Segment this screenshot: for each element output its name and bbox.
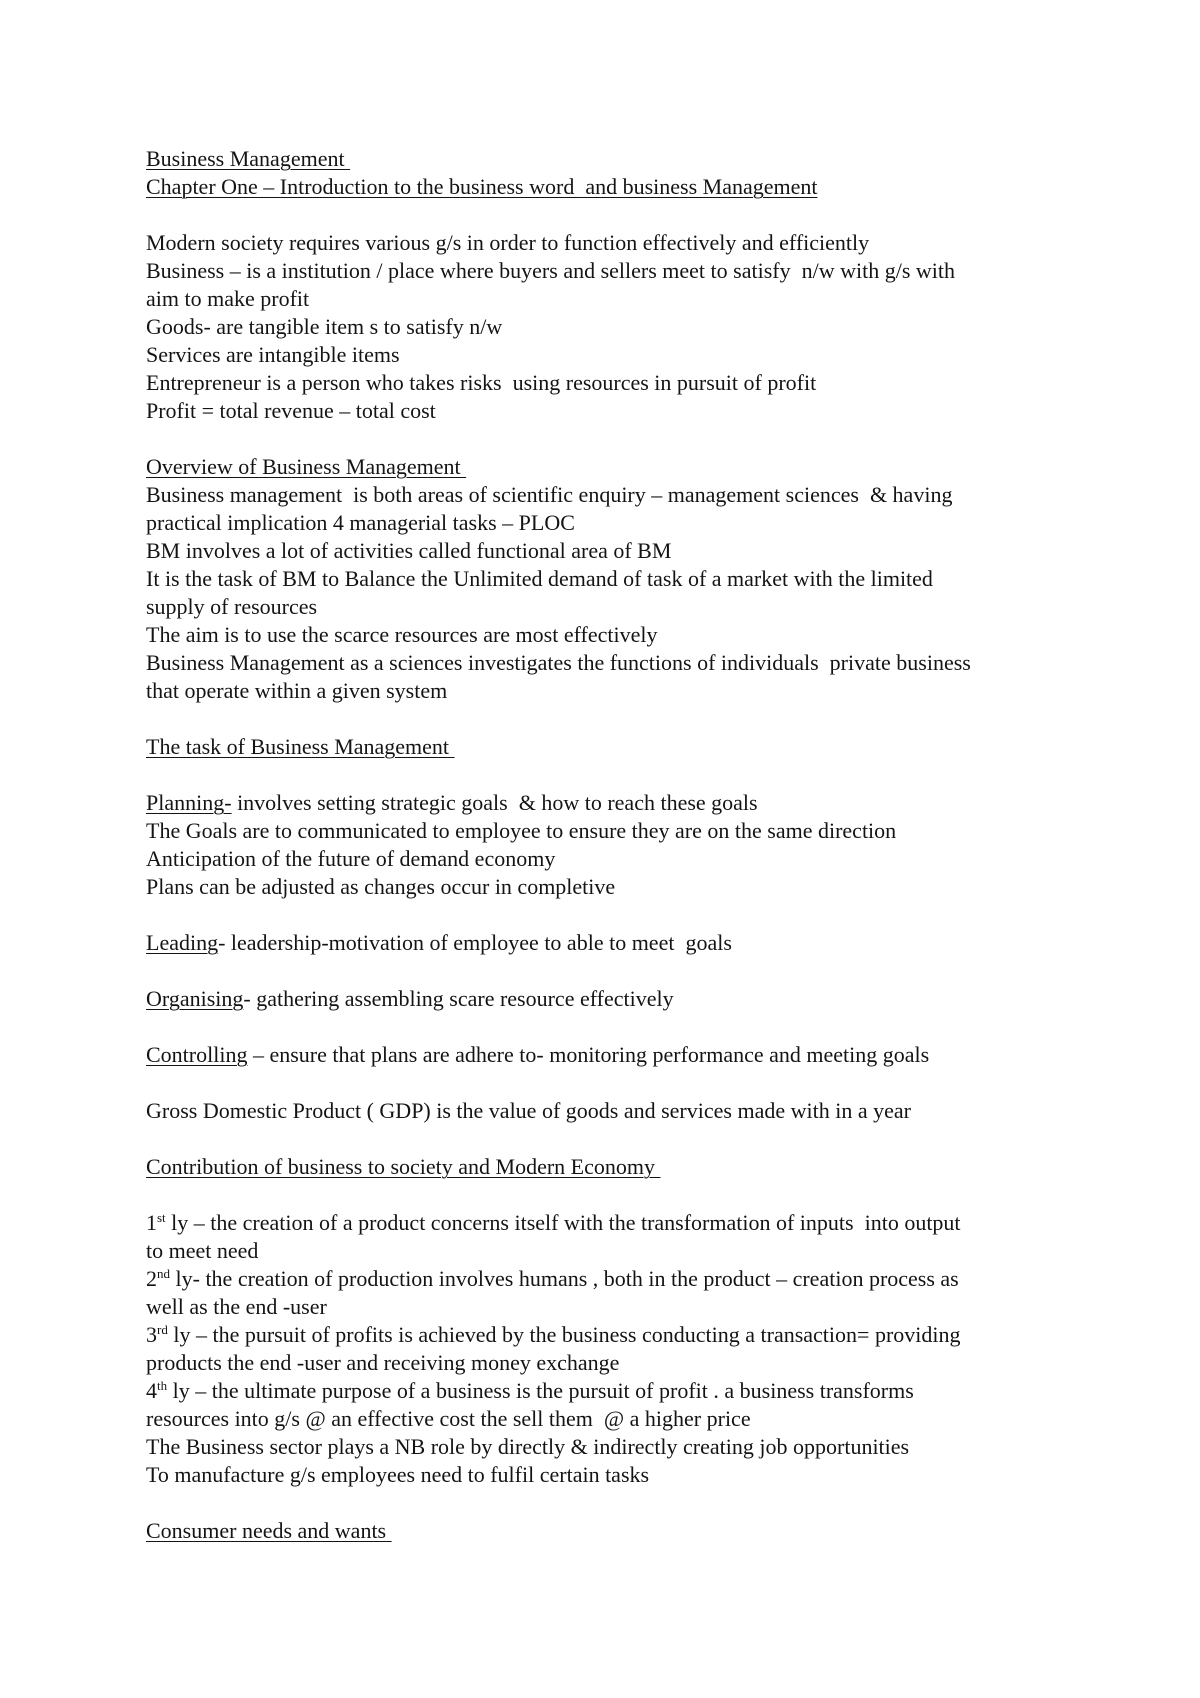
document-title [146, 145, 1066, 173]
intro-line: Entrepreneur is a person who takes risks using resources in pursuit of profit [146, 370, 817, 395]
blank-line [146, 425, 1066, 453]
point-line [146, 1321, 1066, 1349]
blank-line [146, 705, 1066, 733]
controlling-line [146, 1041, 1066, 1069]
blank-line [146, 201, 1066, 229]
point-continuation: products the end -user and receiving money exchange [146, 1350, 620, 1375]
document-body [146, 145, 1066, 1545]
overview-line: Business Management as a sciences investigates the functions of individuals private business [146, 650, 971, 675]
planning-detail: Anticipation of the future of demand economy [146, 846, 556, 871]
task-heading [146, 733, 1066, 761]
closing-line: The Business sector plays a NB role by directly & indirectly creating job opportunities [146, 1434, 910, 1459]
point-line [146, 1377, 1066, 1405]
planning-detail: The Goals are to communicated to employee to ensure they are on the same direction [146, 818, 897, 843]
point-ordinal: th [157, 1378, 168, 1393]
blank-line [146, 1125, 1066, 1153]
blank-line [146, 1181, 1066, 1209]
blank-line [146, 1069, 1066, 1097]
intro-line: Services are intangible items [146, 342, 400, 367]
overview-line: practical implication 4 managerial tasks – PLOC [146, 510, 575, 535]
planning-term: Planning- [146, 790, 232, 815]
needs-heading [146, 1517, 1066, 1545]
overview-line: The aim is to use the scarce resources are most effectively [146, 622, 658, 647]
leading-line [146, 929, 1066, 957]
chapter-heading-text: Chapter One – Introduction to the business word and business Management [146, 174, 818, 199]
blank-line [146, 1013, 1066, 1041]
point-number: 1 [146, 1210, 157, 1235]
point-text: ly – the creation of a product concerns itself with the transformation of inputs into output [165, 1210, 961, 1235]
overview-line: Business management is both areas of scientific enquiry – management sciences & having [146, 482, 953, 507]
blank-line [146, 901, 1066, 929]
document-title-text: Business Management [146, 146, 351, 171]
overview-heading-text: Overview of Business Management [146, 454, 467, 479]
organising-term: Organising [146, 986, 244, 1011]
chapter-heading [146, 173, 1066, 201]
leading-text: - leadership-motivation of employee to able to meet goals [218, 930, 732, 955]
point-text: ly – the pursuit of profits is achieved by the business conducting a transaction= providing [167, 1322, 961, 1347]
point-number: 2 [146, 1266, 157, 1291]
point-text: ly- the creation of production involves humans , both in the product – creation process as [170, 1266, 959, 1291]
gdp-line: Gross Domestic Product ( GDP) is the value of goods and services made with in a year [146, 1098, 911, 1123]
task-heading-text: The task of Business Management [146, 734, 455, 759]
point-line [146, 1209, 1066, 1237]
overview-heading [146, 453, 1066, 481]
organising-line [146, 985, 1066, 1013]
overview-line: It is the task of BM to Balance the Unlimited demand of task of a market with the limited [146, 566, 933, 591]
intro-line: aim to make profit [146, 286, 310, 311]
blank-line [146, 957, 1066, 985]
intro-line: Business – is a institution / place where buyers and sellers meet to satisfy n/w with g/s with [146, 258, 955, 283]
overview-line: that operate within a given system [146, 678, 448, 703]
contribution-heading [146, 1153, 1066, 1181]
point-ordinal: st [157, 1210, 166, 1225]
point-text: ly – the ultimate purpose of a business is the pursuit of profit . a business transforms [167, 1378, 914, 1403]
leading-term: Leading [146, 930, 219, 955]
point-line [146, 1265, 1066, 1293]
point-ordinal: nd [157, 1266, 170, 1281]
point-continuation: to meet need [146, 1238, 259, 1263]
overview-line: BM involves a lot of activities called functional area of BM [146, 538, 672, 563]
intro-line: Profit = total revenue – total cost [146, 398, 436, 423]
controlling-term: Controlling [146, 1042, 248, 1067]
point-continuation: well as the end -user [146, 1294, 327, 1319]
overview-line: supply of resources [146, 594, 318, 619]
planning-detail: Plans can be adjusted as changes occur in completive [146, 874, 616, 899]
intro-line: Modern society requires various g/s in order to function effectively and efficiently [146, 230, 870, 255]
blank-line [146, 761, 1066, 789]
closing-line: To manufacture g/s employees need to fulfil certain tasks [146, 1462, 650, 1487]
controlling-text: – ensure that plans are adhere to- monitoring performance and meeting goals [247, 1042, 930, 1067]
blank-line [146, 1489, 1066, 1517]
planning-line [146, 789, 1066, 817]
intro-line: Goods- are tangible item s to satisfy n/w [146, 314, 503, 339]
planning-text: involves setting strategic goals & how to reach these goals [231, 790, 758, 815]
point-number: 3 [146, 1322, 157, 1347]
point-continuation: resources into g/s @ an effective cost the sell them @ a higher price [146, 1406, 751, 1431]
point-ordinal: rd [157, 1322, 168, 1337]
needs-heading-text: Consumer needs and wants [146, 1518, 392, 1543]
organising-text: - gathering assembling scare resource effectively [243, 986, 674, 1011]
point-number: 4 [146, 1378, 157, 1403]
contribution-heading-text: Contribution of business to society and Modern Economy [146, 1154, 661, 1179]
